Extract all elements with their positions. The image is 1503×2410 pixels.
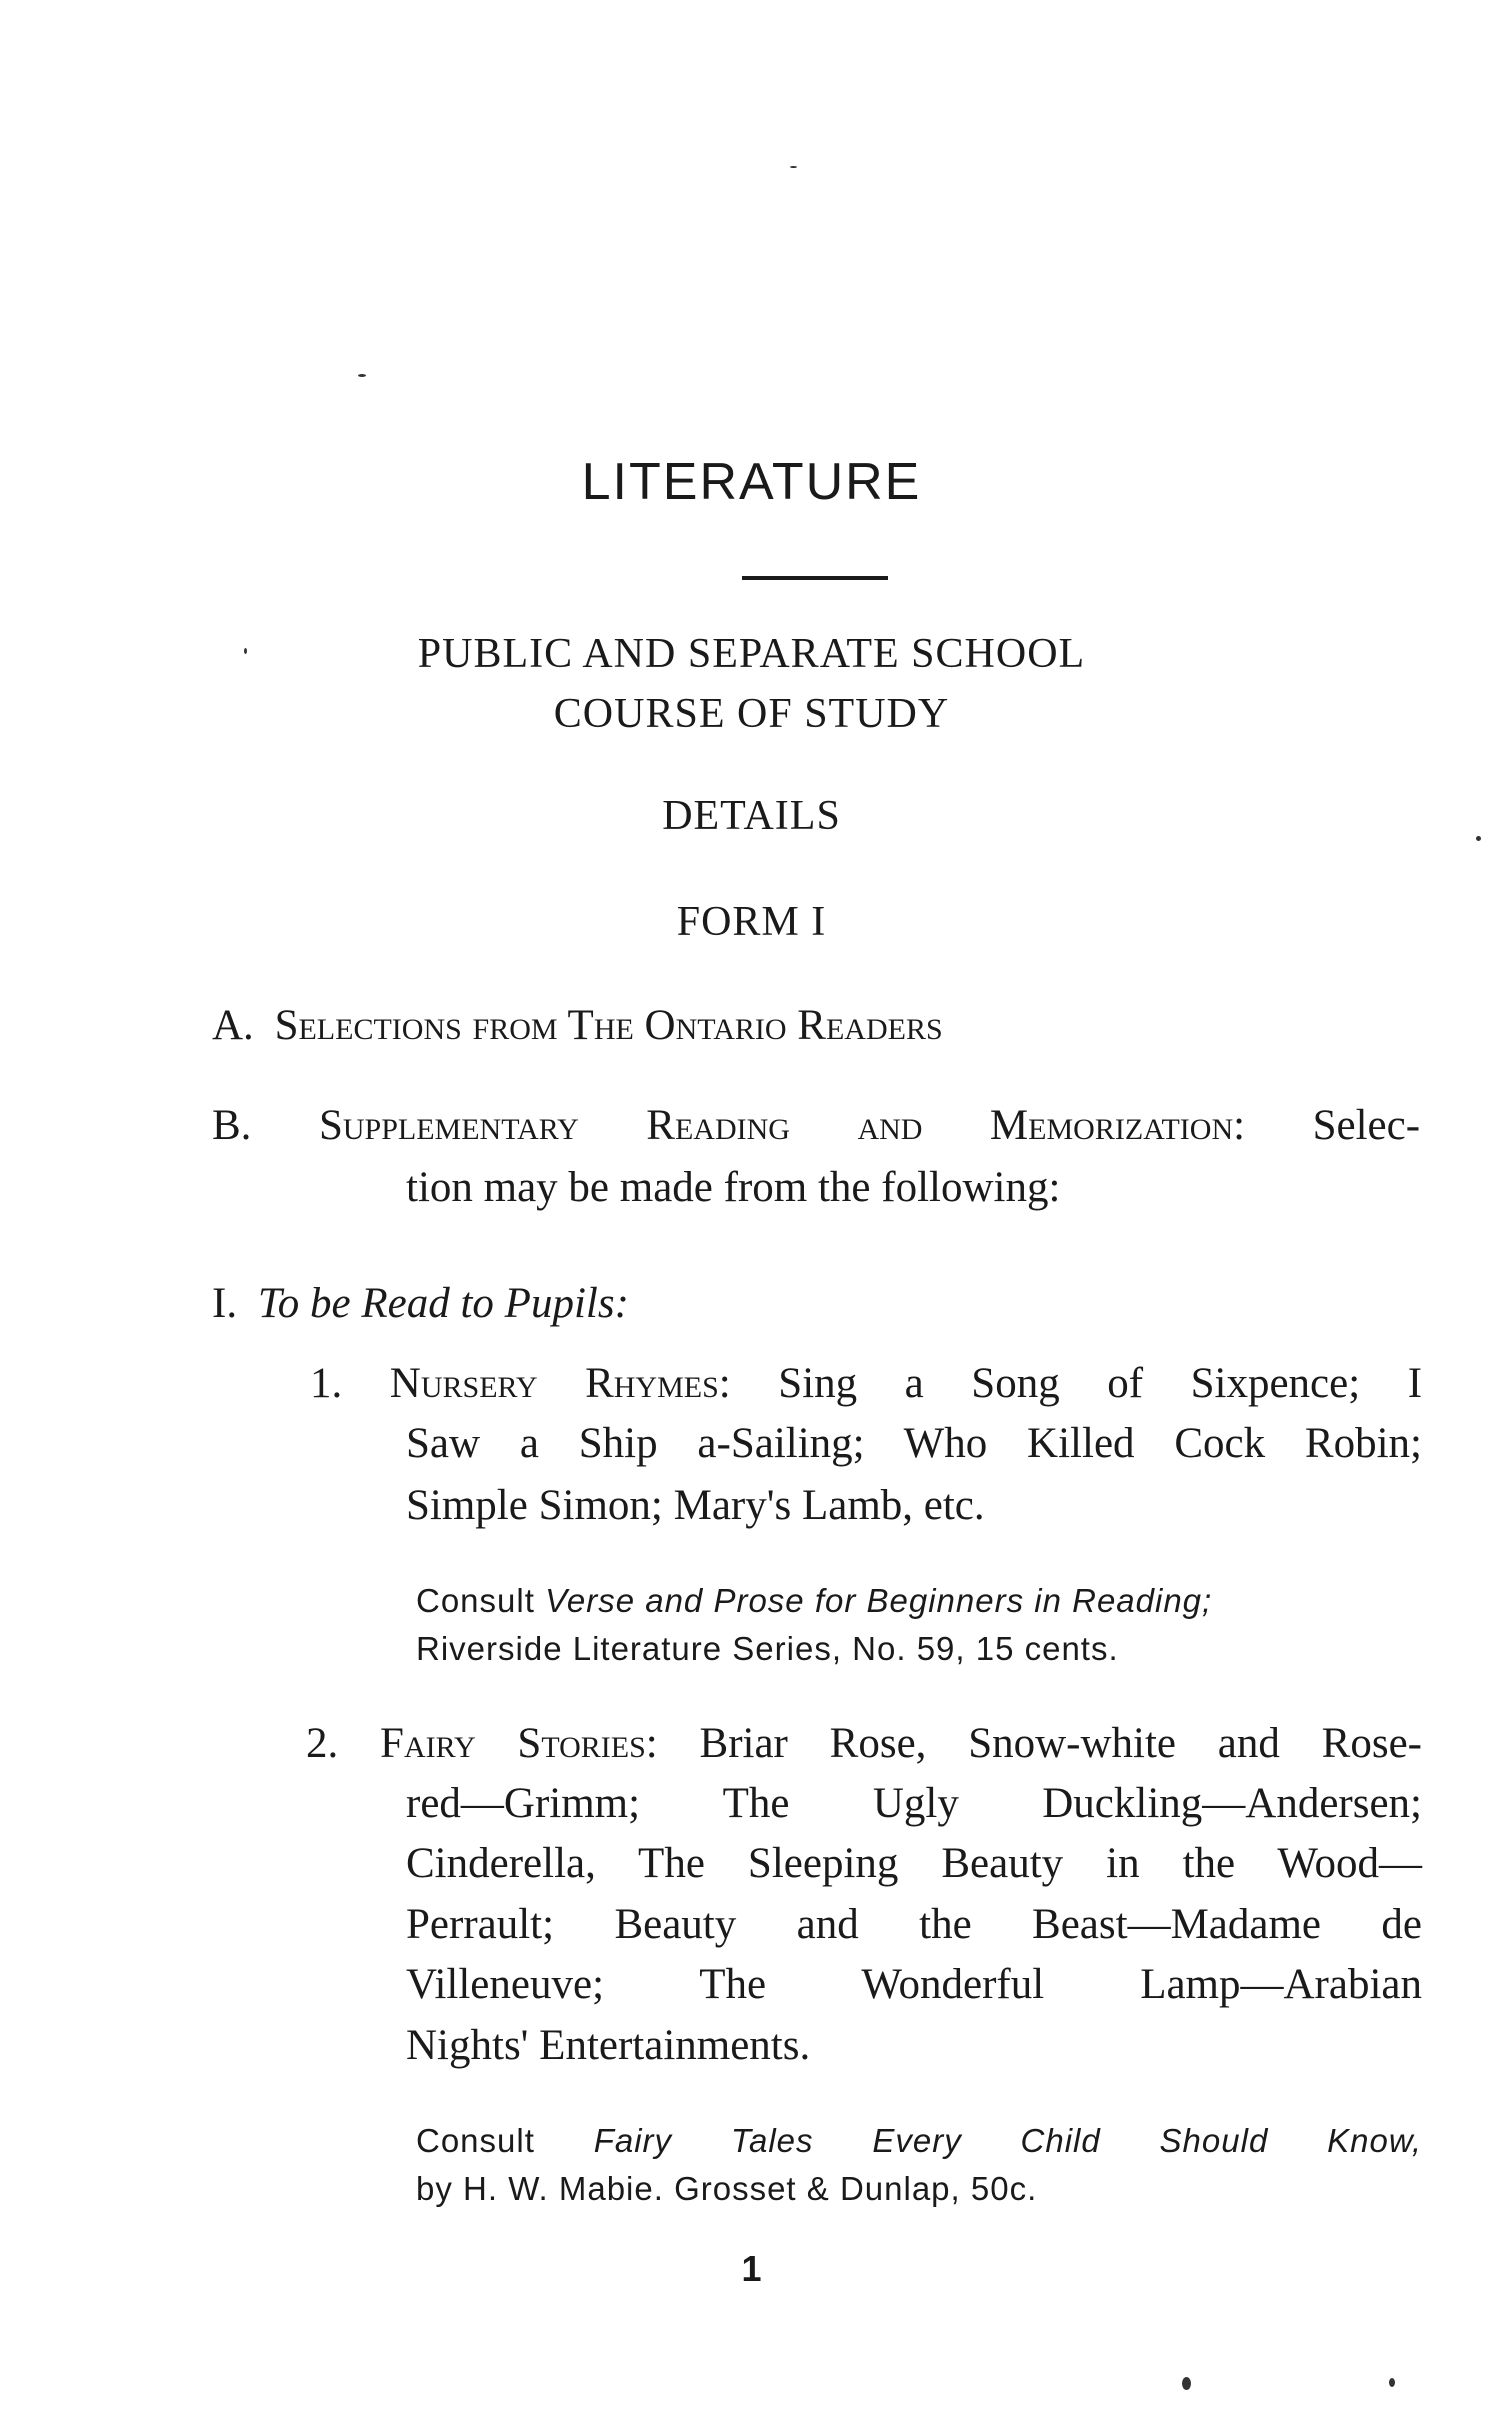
scan-speck — [1389, 2378, 1395, 2387]
item-1-line-1 — [310, 1362, 1422, 1405]
item-2-line-2: red—Grimm; The Ugly Duckling—Andersen; — [406, 1780, 1422, 1827]
item-2-line-4: Perrault; Beauty and the Beast—Madame de — [406, 1901, 1422, 1948]
form-heading: FORM I — [676, 899, 827, 945]
item-2-label: Fairy Stories — [380, 1720, 646, 1767]
scan-speck — [1476, 836, 1481, 841]
part-i-title: To be Read to Pupils: — [257, 1280, 629, 1327]
item-2-line-5: Villeneuve; The Wonderful Lamp—Arabian — [406, 1961, 1422, 2008]
part-i-heading — [212, 1282, 629, 1325]
subtitle-line-1: PUBLIC AND SEPARATE SCHOOL — [417, 631, 1086, 677]
section-b-line-2: tion may be made from the following: — [406, 1164, 1061, 1211]
item-2-note-line-2: by H. W. Mabie. Grosset & Dunlap, 50c. — [416, 2170, 1038, 2207]
item-2-line-3: Cinderella, The Sleeping Beauty in the Wood— — [406, 1840, 1422, 1887]
scan-speck — [358, 374, 366, 377]
item-2-line-1-rest: : Briar Rose, Snow-white and Rose- — [645, 1720, 1422, 1767]
section-b-heading: Supplementary Reading and Memorization — [318, 1102, 1234, 1149]
item-1-line-3: Simple Simon; Mary's Lamb, etc. — [406, 1482, 985, 1529]
item-2-note-line-1 — [416, 2124, 1422, 2157]
section-a-text: Selections from The Ontario Readers — [274, 1002, 943, 1049]
page-number: 1 — [741, 2248, 762, 2289]
page-title: LITERATURE — [581, 453, 922, 511]
item-1-line-1-rest: : Sing a Song of Sixpence; I — [718, 1360, 1423, 1407]
section-a — [212, 1004, 943, 1047]
section-b-marker: B. — [212, 1102, 252, 1149]
details-heading: DETAILS — [662, 793, 841, 839]
item-1-note-line-2: Riverside Literature Series, No. 59, 15 cents. — [416, 1630, 1119, 1667]
item-1-number: 1. — [310, 1360, 343, 1407]
scan-speck — [1182, 2377, 1191, 2390]
section-b-heading-tail: : Selec- — [1233, 1102, 1421, 1149]
item-1-note-line-1 — [416, 1584, 1212, 1617]
scan-speck — [790, 166, 797, 168]
item-2-line-1 — [306, 1722, 1422, 1765]
item-1-note-title: Verse and Prose for Beginners in Reading; — [545, 1582, 1213, 1619]
title-rule — [742, 576, 888, 580]
item-1-note-prefix: Consult — [416, 1582, 546, 1619]
item-2-note-prefix: Consult — [416, 2122, 594, 2159]
item-1-label: Nursery Rhymes — [389, 1360, 719, 1407]
item-2-line-6: Nights' Entertainments. — [406, 2022, 811, 2069]
item-2-number: 2. — [306, 1720, 339, 1767]
subtitle-line-2: COURSE OF STUDY — [553, 691, 950, 737]
section-b-line-1 — [212, 1104, 1420, 1147]
section-a-marker: A. — [212, 1002, 254, 1049]
item-1-line-2: Saw a Ship a-Sailing; Who Killed Cock Robin; — [406, 1420, 1422, 1467]
item-2-note-title: Fairy Tales Every Child Should Know, — [593, 2122, 1423, 2159]
part-i-marker: I. — [212, 1280, 238, 1327]
scan-speck — [244, 648, 247, 654]
